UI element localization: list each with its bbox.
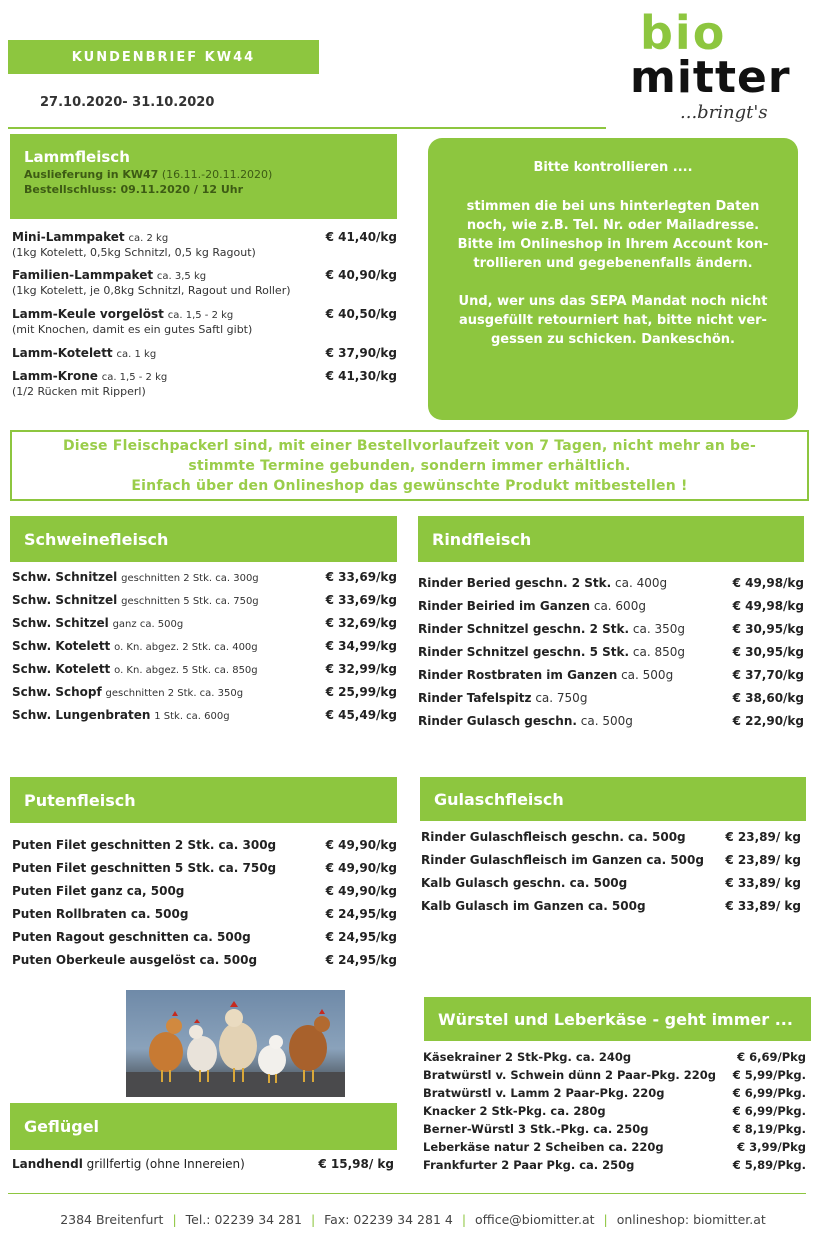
item-price: € 6,69/Pkg — [737, 1050, 806, 1064]
notice-title: Bitte kontrollieren .... — [533, 160, 693, 175]
item-price: € 24,95/kg — [325, 907, 397, 921]
lamb-list — [12, 230, 397, 405]
item-name: Rinder Schnitzel geschn. 2 Stk. — [418, 622, 630, 636]
item-name: Landhendl — [12, 1157, 83, 1171]
item-price: € 30,95/kg — [732, 645, 804, 659]
item-name: Puten Filet geschnitten 5 Stk. ca. 750g — [12, 861, 277, 875]
item-price: € 49,90/kg — [325, 838, 397, 852]
item-price: € 23,89/ kg — [725, 853, 801, 867]
list-item — [12, 1157, 394, 1171]
item-name: Lamm-Kotelett — [12, 346, 113, 360]
banner-line: stimmte Termine gebunden, sondern immer erhältlich. — [188, 458, 631, 474]
list-item — [418, 691, 804, 705]
list-item — [418, 668, 804, 682]
item-detail: geschnitten 5 Stk. ca. 750g — [121, 596, 259, 607]
beef-list — [418, 576, 804, 736]
pork-title: Schweinefleisch — [24, 529, 169, 549]
list-item — [423, 1140, 806, 1154]
item-detail: ca. 400g — [615, 576, 668, 590]
item-name: Lamm-Keule vorgelöst — [12, 307, 164, 321]
footer-separator: | — [310, 1212, 316, 1227]
notice-line: gessen zu schicken. Dankeschön. — [491, 332, 735, 347]
list-item — [421, 876, 801, 890]
lamb-header — [10, 134, 397, 219]
item-price: € 15,98/ kg — [318, 1157, 394, 1171]
footer-fax: Fax: 02239 34 281 4 — [324, 1212, 453, 1227]
newsletter-title: KUNDENBRIEF KW44 — [71, 49, 256, 65]
item-price: € 40,90/kg — [325, 268, 397, 282]
item-name: Puten Ragout geschnitten ca. 500g — [12, 930, 251, 944]
logo-tagline: ...bringt's — [680, 102, 768, 123]
item-name: Puten Oberkeule ausgelöst ca. 500g — [12, 953, 258, 967]
pork-header — [10, 516, 397, 562]
item-detail: ca. 3,5 kg — [156, 271, 207, 282]
item-name: Knacker 2 Stk-Pkg. ca. 280g — [423, 1104, 606, 1118]
list-item — [12, 369, 397, 383]
item-name: Käsekrainer 2 Stk-Pkg. ca. 240g — [423, 1050, 632, 1064]
item-price: € 24,95/kg — [325, 953, 397, 967]
item-name: Bratwürstl v. Lamm 2 Paar-Pkg. 220g — [423, 1086, 665, 1100]
item-name: Rinder Beried geschn. 2 Stk. — [418, 576, 612, 590]
item-name: Lamm-Krone — [12, 369, 98, 383]
item-detail: ca. 750g — [535, 691, 588, 705]
item-price: € 6,99/Pkg. — [732, 1104, 806, 1118]
item-price: € 33,69/kg — [325, 570, 397, 584]
item-name: Mini-Lammpaket — [12, 230, 125, 244]
list-item — [12, 662, 397, 676]
item-price: € 22,90/kg — [732, 714, 804, 728]
date-range: 27.10.2020- 31.10.2020 — [40, 95, 215, 110]
item-detail: ca. 500g — [580, 714, 633, 728]
item-detail: geschnitten 2 Stk. ca. 300g — [121, 573, 259, 584]
item-name: Rinder Schnitzel geschn. 5 Stk. — [418, 645, 630, 659]
item-price: € 3,99/Pkg — [737, 1140, 806, 1154]
newsletter-title-bar — [8, 40, 319, 74]
item-detail: grillfertig (ohne Innereien) — [86, 1157, 245, 1171]
notice-line: Bitte im Onlineshop in Ihrem Account kon- — [457, 237, 769, 252]
sausages-header — [424, 997, 811, 1041]
list-item — [421, 830, 801, 844]
footer-divider — [8, 1193, 806, 1194]
item-price: € 8,19/Pkg. — [732, 1122, 806, 1136]
item-note: (1kg Kotelett, 0,5kg Schnitzl, 0,5 kg Ragout) — [12, 246, 256, 259]
list-item — [12, 838, 397, 852]
lamb-title: Lammfleisch — [24, 148, 130, 166]
item-price: € 24,95/kg — [325, 930, 397, 944]
turkey-title: Putenfleisch — [24, 790, 136, 810]
item-price: € 41,40/kg — [325, 230, 397, 244]
notice-line: noch, wie z.B. Tel. Nr. oder Mailadresse. — [466, 218, 760, 233]
item-price: € 32,99/kg — [325, 662, 397, 676]
beef-header — [418, 516, 804, 562]
item-detail: ca. 1,5 - 2 kg — [167, 310, 234, 321]
banner-line: Diese Fleischpackerl sind, mit einer Bestellvorlaufzeit von 7 Tagen, nicht mehr an be- — [62, 438, 756, 454]
footer-shop-link[interactable]: onlineshop: biomitter.at — [616, 1212, 766, 1227]
item-price: € 49,90/kg — [325, 884, 397, 898]
item-price: € 37,90/kg — [325, 346, 397, 360]
lamb-delivery — [24, 168, 383, 181]
list-item — [418, 645, 804, 659]
footer-separator: | — [172, 1212, 177, 1227]
goulash-header — [420, 777, 806, 821]
footer-email-link[interactable]: office@biomitter.at — [475, 1212, 595, 1227]
item-price: € 30,95/kg — [732, 622, 804, 636]
item-price: € 33,89/ kg — [725, 899, 801, 913]
item-detail: ca. 600g — [593, 599, 646, 613]
list-item — [12, 230, 397, 244]
list-item — [418, 622, 804, 636]
item-note: (1kg Kotelett, je 0,8kg Schnitzl, Ragout und Roller) — [12, 284, 291, 297]
item-price: € 40,50/kg — [325, 307, 397, 321]
item-name: Frankfurter 2 Paar Pkg. ca. 250g — [423, 1158, 635, 1172]
item-name: Puten Filet geschnitten 2 Stk. ca. 300g — [12, 838, 277, 852]
list-item — [418, 599, 804, 613]
list-item — [423, 1050, 806, 1064]
item-price: € 41,30/kg — [325, 369, 397, 383]
chicken-photo — [126, 990, 345, 1097]
item-detail: ca. 1 kg — [116, 349, 157, 360]
item-name: Rinder Gulaschfleisch geschn. ca. 500g — [421, 830, 686, 844]
logo — [626, 6, 816, 132]
item-price: € 34,99/kg — [325, 639, 397, 653]
item-name: Familien-Lammpaket — [12, 268, 154, 282]
footer-tel: Tel.: 02239 34 281 — [185, 1212, 302, 1227]
list-item — [12, 708, 397, 722]
item-price: € 38,60/kg — [732, 691, 804, 705]
item-name: Schw. Kotelett — [12, 662, 111, 676]
item-name: Kalb Gulasch im Ganzen ca. 500g — [421, 899, 646, 913]
item-price: € 49,90/kg — [325, 861, 397, 875]
lamb-deadline: Bestellschluss: 09.11.2020 / 12 Uhr — [24, 183, 244, 196]
notice-line: stimmen die bei uns hinterlegten Daten — [466, 199, 760, 214]
list-item — [423, 1068, 806, 1082]
item-note: (1/2 Rücken mit Ripperl) — [12, 385, 146, 398]
sausages-list — [423, 1050, 806, 1180]
list-item — [12, 930, 397, 944]
list-item — [423, 1086, 806, 1100]
item-price: € 5,89/Pkg. — [732, 1158, 806, 1172]
list-item — [12, 953, 397, 967]
item-note: (mit Knochen, damit es ein gutes Saftl gibt) — [12, 323, 253, 336]
item-price: € 49,98/kg — [732, 576, 804, 590]
sausages-title: Würstel und Leberkäse - geht immer ... — [438, 1009, 793, 1029]
info-banner — [10, 430, 809, 501]
item-price: € 6,99/Pkg. — [732, 1086, 806, 1100]
item-detail: ca. 850g — [632, 645, 686, 659]
item-name: Schw. Schopf — [12, 685, 102, 699]
item-detail: ganz ca. 500g — [112, 619, 184, 630]
notice-line: Und, wer uns das SEPA Mandat noch nicht — [458, 294, 768, 309]
item-price: € 32,69/kg — [325, 616, 397, 630]
list-item — [418, 576, 804, 590]
item-detail: ca. 500g — [621, 668, 674, 682]
logo-bio: bio — [640, 6, 727, 60]
list-item — [12, 861, 397, 875]
item-name: Rinder Beiried im Ganzen — [418, 599, 591, 613]
item-name: Berner-Würstl 3 Stk.-Pkg. ca. 250g — [423, 1122, 649, 1136]
item-detail: 1 Stk. ca. 600g — [154, 711, 230, 722]
chickens-illustration — [126, 990, 345, 1097]
item-name: Rinder Tafelspitz — [418, 691, 532, 705]
poultry-list — [12, 1157, 394, 1177]
item-name: Schw. Lungenbraten — [12, 708, 151, 722]
item-detail: o. Kn. abgez. 2 Stk. ca. 400g — [114, 642, 258, 653]
beef-title: Rindfleisch — [432, 529, 532, 549]
list-item — [12, 907, 397, 921]
logo-mitter: mitter — [630, 52, 791, 103]
footer-separator: | — [461, 1212, 467, 1227]
list-item — [12, 570, 397, 584]
item-name: Rinder Gulasch geschn. — [418, 714, 577, 728]
notice-box — [428, 138, 798, 420]
list-item — [423, 1158, 806, 1172]
item-name: Schw. Schitzel — [12, 616, 109, 630]
item-name: Puten Filet ganz ca, 500g — [12, 884, 185, 898]
lamb-delivery-label: Auslieferung in KW47 — [24, 168, 159, 181]
list-item — [421, 853, 801, 867]
notice-line: ausgefüllt retourniert hat, bitte nicht ver- — [459, 313, 767, 328]
item-name: Bratwürstl v. Schwein dünn 2 Paar-Pkg. 220g — [423, 1068, 717, 1082]
list-item — [418, 714, 804, 728]
turkey-list — [12, 838, 397, 978]
list-item — [12, 639, 397, 653]
list-item — [12, 884, 397, 898]
banner-line: Einfach über den Onlineshop das gewünschte Produkt mitbestellen ! — [131, 478, 688, 494]
item-price: € 25,99/kg — [325, 685, 397, 699]
item-detail: geschnitten 2 Stk. ca. 350g — [105, 688, 244, 699]
goulash-list — [421, 830, 801, 920]
poultry-title: Geflügel — [24, 1117, 100, 1136]
goulash-title: Gulaschfleisch — [434, 789, 564, 809]
poultry-header — [10, 1103, 397, 1150]
item-price: € 49,98/kg — [732, 599, 804, 613]
item-name: Puten Rollbraten ca. 500g — [12, 907, 189, 921]
footer-separator: | — [603, 1212, 608, 1227]
item-name: Schw. Kotelett — [12, 639, 111, 653]
notice-line: trollieren und gegebenenfalls ändern. — [473, 256, 753, 271]
item-detail: ca. 350g — [632, 622, 686, 636]
list-item — [423, 1122, 806, 1136]
header-divider — [8, 127, 606, 129]
item-name: Leberkäse natur 2 Scheiben ca. 220g — [423, 1140, 664, 1154]
list-item — [12, 307, 397, 321]
pork-list — [12, 570, 397, 730]
item-name: Schw. Schnitzel — [12, 593, 118, 607]
item-price: € 33,69/kg — [325, 593, 397, 607]
list-item — [12, 346, 397, 360]
item-price: € 45,49/kg — [325, 708, 397, 722]
item-price: € 33,89/ kg — [725, 876, 801, 890]
item-detail: ca. 2 kg — [128, 233, 169, 244]
turkey-header — [10, 777, 397, 823]
footer — [0, 1212, 826, 1227]
list-item — [12, 616, 397, 630]
item-price: € 5,99/Pkg. — [732, 1068, 806, 1082]
item-name: Schw. Schnitzel — [12, 570, 118, 584]
list-item — [421, 899, 801, 913]
lamb-delivery-dates: (16.11.-20.11.2020) — [161, 168, 273, 181]
item-detail: o. Kn. abgez. 5 Stk. ca. 850g — [114, 665, 258, 676]
item-price: € 23,89/ kg — [725, 830, 801, 844]
item-name: Rinder Gulaschfleisch im Ganzen ca. 500g — [421, 853, 704, 867]
list-item — [12, 593, 397, 607]
notice-line — [428, 273, 798, 292]
item-name: Kalb Gulasch geschn. ca. 500g — [421, 876, 628, 890]
item-name: Rinder Rostbraten im Ganzen — [418, 668, 618, 682]
item-price: € 37,70/kg — [732, 668, 804, 682]
list-item — [423, 1104, 806, 1118]
list-item — [12, 685, 397, 699]
list-item — [12, 268, 397, 282]
item-detail: ca. 1,5 - 2 kg — [101, 372, 168, 383]
footer-address: 2384 Breitenfurt — [60, 1212, 164, 1227]
